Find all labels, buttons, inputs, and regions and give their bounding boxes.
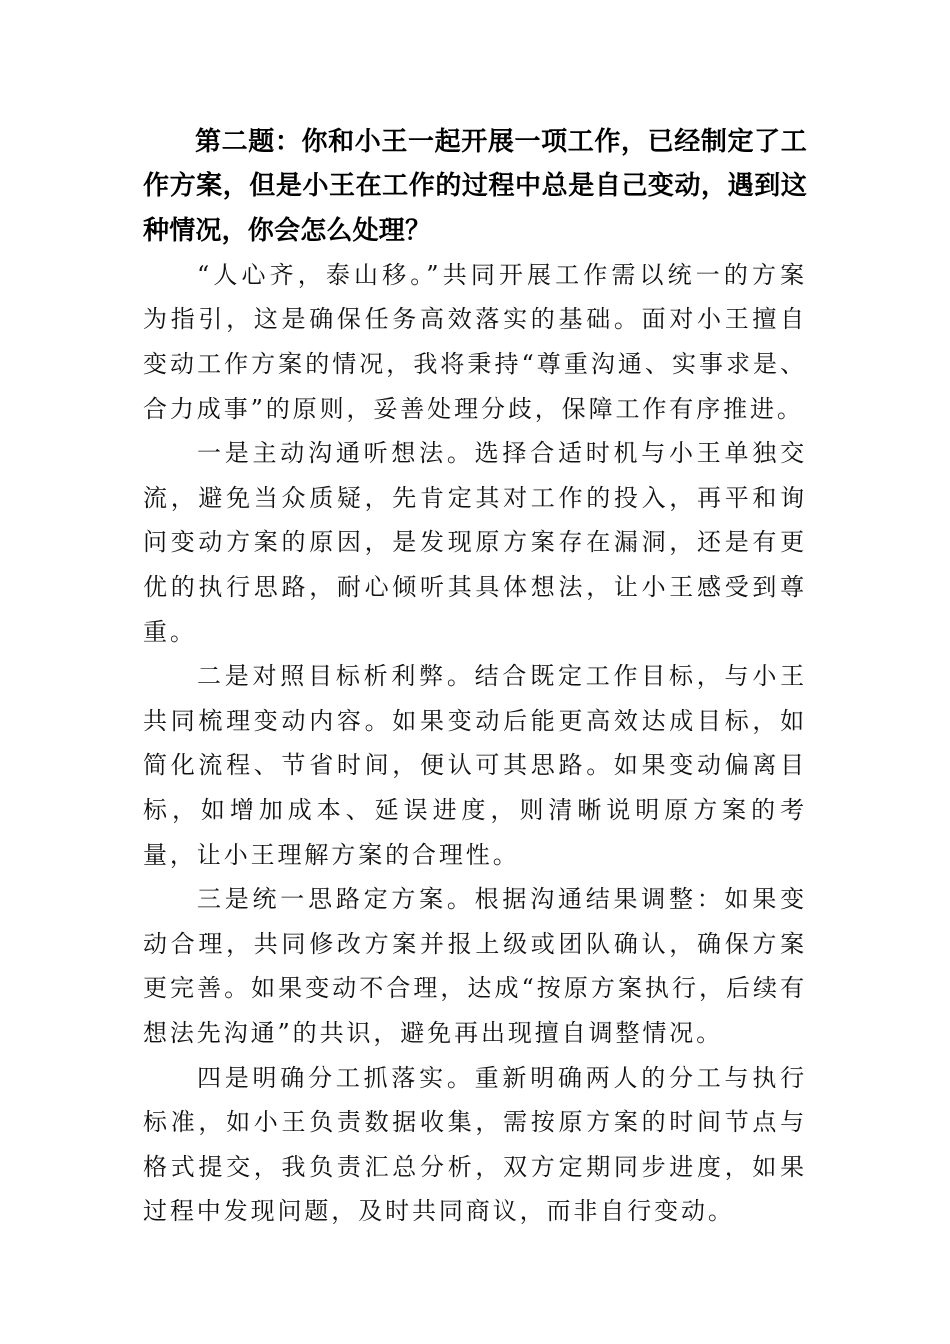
intro-paragraph: “人心齐，泰山移。”共同开展工作需以统一的方案为指引，这是确保任务高效落实的基础。面对小王擅自变动工作方案的情况，我将秉持“尊重沟通、实事求是、合力成事”的原则，妥善处理分歧，保障工作有序推进。 [143, 260, 807, 423]
point-three-paragraph: 三是统一思路定方案。根据沟通结果调整：如果变动合理，共同修改方案并报上级或团队确认，确保方案更完善。如果变动不合理，达成“按原方案执行，后续有想法先沟通”的共识，避免再出现擅自调整情况。 [143, 885, 807, 1047]
document-body [143, 120, 807, 1234]
question-title: 第二题：你和小王一起开展一项工作，已经制定了工作方案，但是小王在工作的过程中总是自己变动，遇到这种情况，你会怎么处理？ [143, 127, 807, 246]
point-two-paragraph: 二是对照目标析利弊。结合既定工作目标，与小王共同梳理变动内容。如果变动后能更高效达成目标，如简化流程、节省时间，便认可其思路。如果变动偏离目标，如增加成本、延误进度，则清晰说明原方案的考量，让小王理解方案的合理性。 [143, 662, 807, 869]
point-four-paragraph: 四是明确分工抓落实。重新明确两人的分工与执行标准，如小王负责数据收集，需按原方案的时间节点与格式提交，我负责汇总分析，双方定期同步进度，如果过程中发现问题，及时共同商议，而非自行变动。 [143, 1063, 807, 1226]
point-one-paragraph: 一是主动沟通听想法。选择合适时机与小王单独交流，避免当众质疑，先肯定其对工作的投入，再平和询问变动方案的原因，是发现原方案存在漏洞，还是有更优的执行思路，耐心倾听其具体想法，让小王感受到尊重。 [143, 439, 807, 646]
